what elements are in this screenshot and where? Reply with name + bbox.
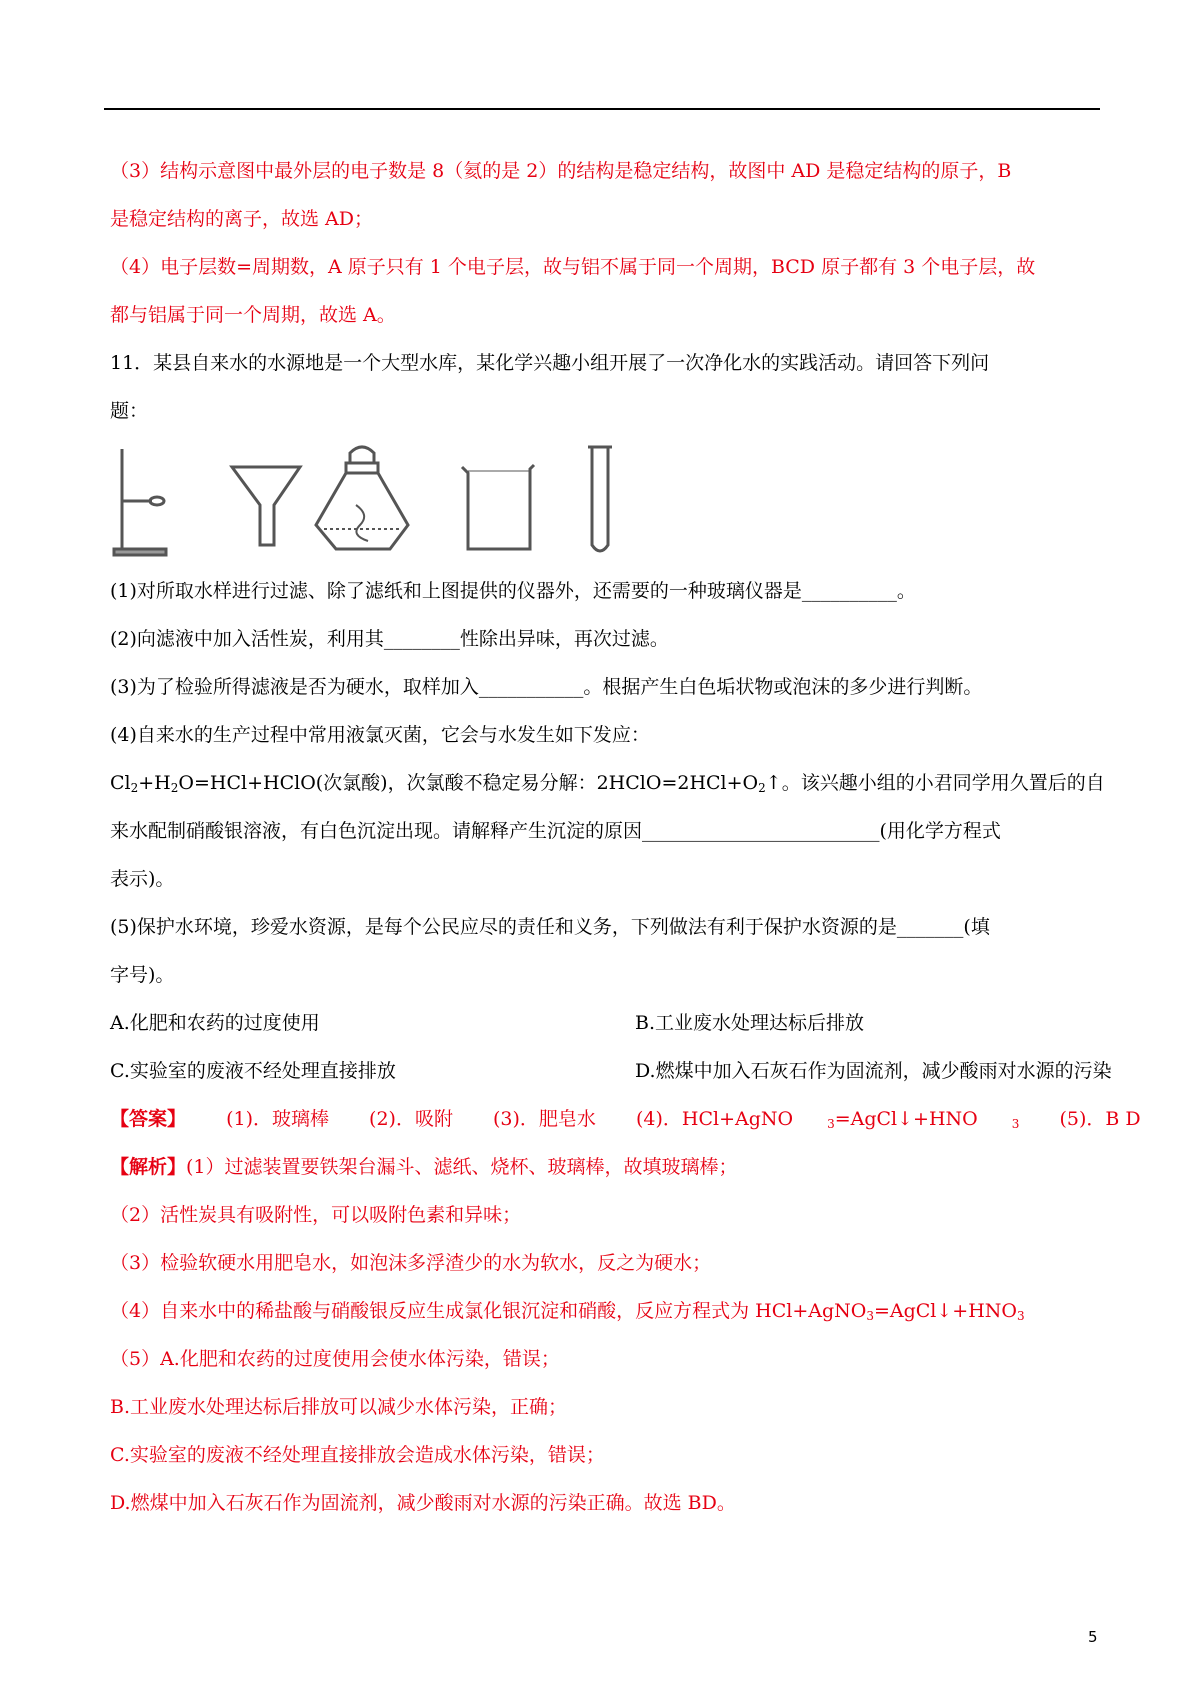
options-row-2	[110, 1058, 1112, 1084]
sub-question-4-cont: 来水配制硝酸银溶液，有白色沉淀出现。请解释产生沉淀的原因_________________________(用化学方程式	[110, 820, 1001, 842]
explanation-line: （3）检验软硬水用肥皂水，如泡沫多浮渣少的水为软水，反之为硬水；	[110, 1252, 712, 1274]
option-a: A.化肥和农药的过度使用	[110, 1012, 320, 1034]
sub-question-4-cont: 表示)。	[110, 868, 175, 890]
chemical-equation-line: $Cl_2+H_2O=HCl+HClO$(次氯酸)，次氯酸不稳定易分解：$2HClO=2HCl+O_2↑$。该兴趣小组的小君同学用久置后的自	[110, 772, 1105, 795]
page-number: 5	[1088, 1628, 1098, 1646]
funnel-icon	[232, 467, 300, 545]
sub-question-5: (5)保护水环境，珍爱水资源，是每个公民应尽的责任和义务，下列做法有利于保护水资源的是_______(填	[110, 916, 990, 938]
explanation-line: C.实验室的废液不经处理直接排放会造成水体污染，错误；	[110, 1444, 605, 1466]
explanation-line: B.工业废水处理达标后排放可以减少水体污染，正确；	[110, 1396, 568, 1418]
answer-2: (2)．吸附	[369, 1108, 453, 1130]
explanation-line: D.燃煤中加入石灰石作为固流剂，减少酸雨对水源的污染正确。故选 BD。	[110, 1492, 736, 1514]
explanation-line: （5）A.化肥和农药的过度使用会使水体污染，错误；	[110, 1348, 560, 1370]
option-d: D.燃煤中加入石灰石作为固流剂，减少酸雨对水源的污染	[635, 1060, 1112, 1082]
explanation-label: 【解析】	[110, 1156, 187, 1178]
options-row-1	[110, 1010, 1100, 1036]
option-c: C.实验室的废液不经处理直接排放	[110, 1060, 396, 1082]
text-line: 是稳定结构的离子，故选 AD；	[110, 208, 373, 230]
text-line: （3）结构示意图中最外层的电子数是 8（氦的是 2）的结构是稳定结构，故图中 AD 是稳定结构的原子，B	[110, 160, 1012, 182]
answer-3: (3)．肥皂水	[493, 1108, 596, 1130]
lab-apparatus-figure	[110, 445, 710, 560]
alcohol-lamp-icon	[316, 447, 408, 549]
header-rule	[104, 108, 1100, 110]
answer-1: (1)．玻璃棒	[226, 1108, 329, 1130]
sub-question-1: (1)对所取水样进行过滤、除了滤纸和上图提供的仪器外，还需要的一种玻璃仪器是__________。	[110, 580, 916, 602]
explanation-line: （4）自来水中的稀盐酸与硝酸银反应生成氯化银沉淀和硝酸，反应方程式为 $HCl+AgNO_3=AgCl↓+HNO_3$	[110, 1300, 1025, 1323]
beaker-icon	[462, 465, 534, 549]
iron-stand-icon	[114, 449, 166, 555]
answer-line	[110, 1106, 1141, 1132]
explanation-line: 【解析】(1）过滤装置要铁架台漏斗、滤纸、烧杯、玻璃棒，故填玻璃棒；	[110, 1156, 738, 1178]
answer-5: (5)．B D	[1059, 1108, 1141, 1130]
sub-question-2: (2)向滤液中加入活性炭，利用其________性除出异味，再次过滤。	[110, 628, 669, 650]
text-line: 都与铝属于同一个周期，故选 A。	[110, 304, 396, 326]
sub-question-5-cont: 字号)。	[110, 964, 175, 986]
answer-4: (4)．HCl+AgNO $_3$=AgCl↓+HNO $_3$	[635, 1108, 1020, 1131]
explanation-line: （2）活性炭具有吸附性，可以吸附色素和异味；	[110, 1204, 522, 1226]
answer-label: 【答案】	[110, 1108, 187, 1130]
text-line: （4）电子层数=周期数，A 原子只有 1 个电子层，故与铝不属于同一个周期，BCD 原子都有 3 个电子层，故	[110, 256, 1036, 278]
option-b: B.工业废水处理达标后排放	[635, 1012, 865, 1034]
question-11-text: 题：	[110, 400, 149, 422]
sub-question-4: (4)自来水的生产过程中常用液氯灭菌，它会与水发生如下发应：	[110, 724, 650, 746]
sub-question-3: (3)为了检验所得滤液是否为硬水，取样加入___________。根据产生白色垢状物或泡沫的多少进行判断。	[110, 676, 983, 698]
test-tube-icon	[588, 447, 612, 551]
question-11-text: 11．某县自来水的水源地是一个大型水库，某化学兴趣小组开展了一次净化水的实践活动。请回答下列问	[110, 352, 990, 374]
